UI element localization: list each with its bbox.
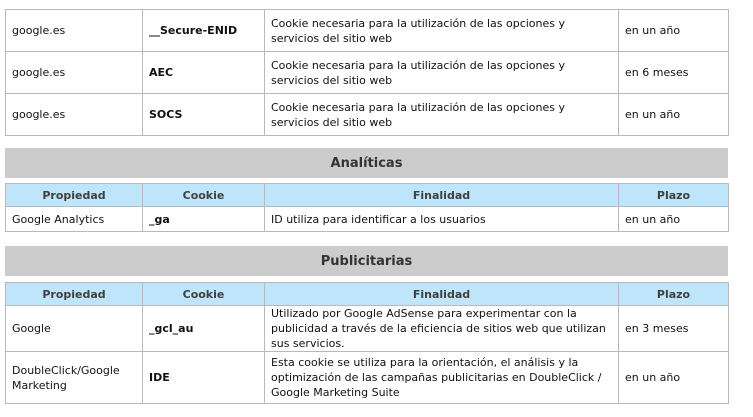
table-row [6,94,729,136]
analiticas-table [5,183,729,232]
cookie-name-cell: SOCS [143,94,265,136]
cookie-name-cell: __Secure-ENID [143,10,265,52]
cookie-name-cell: IDE [143,352,265,404]
finalidad-cell: Cookie necesaria para la utilización de las opciones y servicios del sitio web [265,94,619,136]
propiedad-cell: google.es [6,10,143,52]
necesarias-table [5,9,729,136]
finalidad-cell: Cookie necesaria para la utilización de las opciones y servicios del sitio web [265,52,619,94]
finalidad-cell: ID utiliza para identificar a los usuarios [265,207,619,232]
header-plazo: Plazo [619,283,729,306]
propiedad-cell: Google Analytics [6,207,143,232]
table-row [6,352,729,404]
publicitarias-table [5,282,729,404]
header-cookie: Cookie [143,283,265,306]
header-plazo: Plazo [619,184,729,207]
propiedad-cell: google.es [6,52,143,94]
section-title-publicitarias: Publicitarias [5,246,728,276]
plazo-cell: en 3 meses [619,306,729,352]
finalidad-cell: Cookie necesaria para la utilización de las opciones y servicios del sitio web [265,10,619,52]
finalidad-cell: Esta cookie se utiliza para la orientación, el análisis y la optimización de las campañas publicitarias en DoubleClick / Google Marketing Suite [265,352,619,404]
section-title-analiticas: Analíticas [5,148,728,178]
header-finalidad: Finalidad [265,283,619,306]
propiedad-cell: DoubleClick/Google Marketing [6,352,143,404]
header-propiedad: Propiedad [6,184,143,207]
plazo-cell: en un año [619,207,729,232]
header-finalidad: Finalidad [265,184,619,207]
table-row [6,52,729,94]
table-row [6,10,729,52]
plazo-cell: en un año [619,352,729,404]
header-propiedad: Propiedad [6,283,143,306]
table-header-row [6,283,729,306]
cookie-name-cell: _gcl_au [143,306,265,352]
plazo-cell: en 6 meses [619,52,729,94]
table-row [6,207,729,232]
table-row [6,306,729,352]
cookie-name-cell: _ga [143,207,265,232]
plazo-cell: en un año [619,10,729,52]
finalidad-cell: Utilizado por Google AdSense para experimentar con la publicidad a través de la eficiencia de sitios web que utilizan sus servicios. [265,306,619,352]
table-header-row [6,184,729,207]
cookie-name-cell: AEC [143,52,265,94]
propiedad-cell: google.es [6,94,143,136]
plazo-cell: en un año [619,94,729,136]
header-cookie: Cookie [143,184,265,207]
propiedad-cell: Google [6,306,143,352]
